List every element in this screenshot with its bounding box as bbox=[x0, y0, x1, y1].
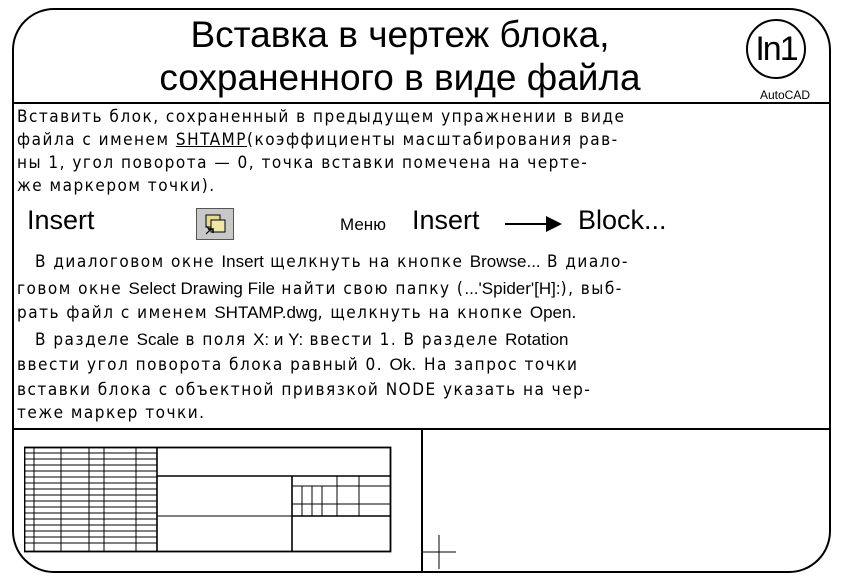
step-text: говом окне bbox=[17, 279, 129, 299]
menu-label: Меню bbox=[340, 215, 386, 234]
intro-line-2-pre: файла с именем bbox=[17, 130, 176, 150]
step-line-3 bbox=[17, 303, 578, 323]
folder-path: ...'Spider'[H]: bbox=[464, 279, 561, 298]
field-x: X: bbox=[253, 330, 270, 349]
step-text: , щелкнуть на кнопке bbox=[317, 303, 530, 323]
title-line-1: Вставка в чертеж блока, bbox=[190, 14, 610, 55]
step-text: в поля bbox=[179, 330, 254, 350]
step-text: ), выб- bbox=[560, 279, 623, 299]
step-line-5 bbox=[17, 355, 579, 375]
intro-line-1: Вставить блок, сохраненный в предыдущем упражнении в виде bbox=[17, 107, 626, 127]
browse-button-ref: Browse... bbox=[469, 252, 541, 271]
file-name: SHTAMP.dwg bbox=[214, 303, 318, 322]
logo-code: In1 bbox=[755, 30, 797, 68]
dialog-select-file: Select Drawing File bbox=[128, 279, 275, 298]
ok-button-ref: Ok bbox=[389, 355, 412, 374]
shtamp-file-name: SHTAMP bbox=[175, 130, 247, 150]
intro-line-4: же маркером точки). bbox=[17, 176, 216, 196]
scale-section: Scale bbox=[136, 330, 180, 349]
menu-arrowhead bbox=[546, 216, 562, 232]
step-text: В диало- bbox=[540, 252, 629, 272]
logo-badge bbox=[746, 19, 806, 79]
step-text: В диалоговом окне bbox=[35, 252, 222, 272]
field-y: Y: bbox=[288, 330, 304, 349]
menu-block[interactable]: Block... bbox=[578, 205, 667, 235]
step-text: . bbox=[571, 303, 578, 323]
point-marker-icon[interactable] bbox=[422, 535, 456, 569]
page-title bbox=[90, 13, 710, 99]
step-text: и bbox=[269, 330, 289, 349]
command-name: Insert bbox=[27, 205, 95, 235]
intro-line-3: ны 1, угол поворота — 0, точка вставки помечена на черте- bbox=[17, 153, 589, 173]
step-text: найти свою папку ( bbox=[274, 279, 465, 299]
intro-line-2 bbox=[17, 130, 619, 150]
intro-line-2-post: (коэффициенты масштабирования рав- bbox=[246, 130, 619, 150]
step-line-2 bbox=[17, 279, 623, 299]
step-text: щелкнуть на кнопке bbox=[263, 252, 470, 272]
step-line-4 bbox=[35, 330, 568, 350]
step-line-6: вставки блока с объектной привязкой NODE указать на чер- bbox=[17, 380, 592, 400]
step-text: ввести угол поворота блока равный 0. bbox=[17, 355, 390, 375]
step-text: ввести 1. В разделе bbox=[303, 330, 506, 350]
dialog-insert: Insert bbox=[221, 252, 264, 271]
rotation-section: Rotation bbox=[505, 330, 569, 349]
title-line-2: сохраненного в виде файла bbox=[159, 57, 641, 98]
insert-block-icon[interactable] bbox=[196, 208, 234, 240]
title-divider bbox=[13, 102, 830, 104]
menu-insert[interactable]: Insert bbox=[412, 205, 480, 235]
step-text: . На запрос точки bbox=[411, 355, 579, 375]
step-text: рать файл с именем bbox=[17, 303, 215, 323]
step-line-1 bbox=[35, 252, 629, 272]
logo-caption: AutoCAD bbox=[760, 88, 811, 102]
title-block-stamp bbox=[24, 444, 394, 554]
open-button-ref: Open bbox=[529, 303, 572, 322]
step-line-7: теже маркер точки. bbox=[17, 403, 206, 423]
step-text: В разделе bbox=[35, 330, 137, 350]
